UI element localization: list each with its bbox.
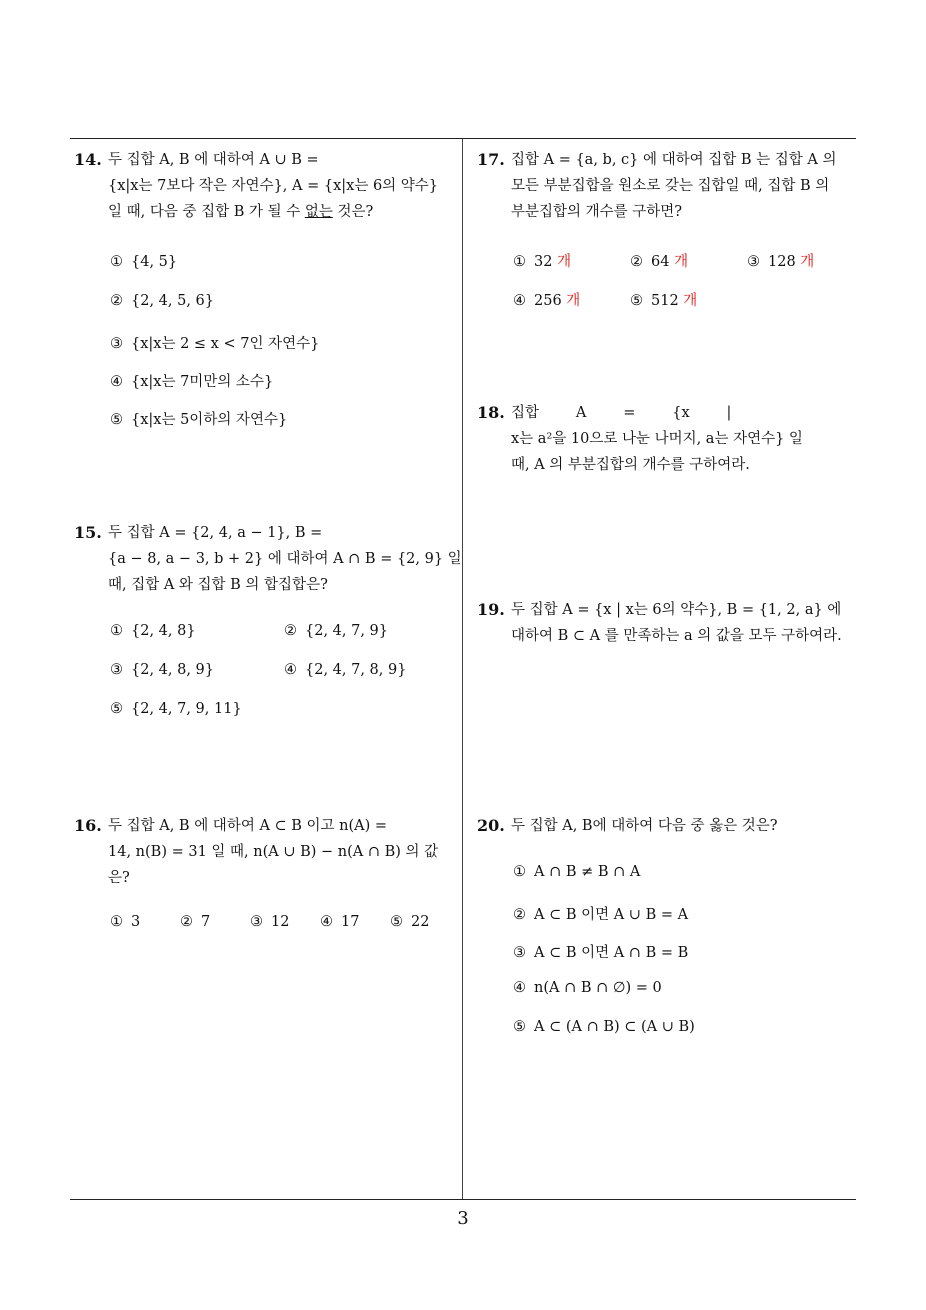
stem-line: 두 집합 A = {2, 4, a − 1}, B = bbox=[108, 525, 323, 541]
choice-1[interactable]: ① 32 개 bbox=[513, 254, 572, 270]
choice-2[interactable]: ② 64 개 bbox=[630, 254, 689, 270]
unit-label: 개 bbox=[674, 254, 689, 270]
question-stem bbox=[511, 813, 777, 839]
question-number: 16. bbox=[74, 816, 102, 835]
stem-line: 두 집합 A = {x | x는 6의 약수}, B = {1, 2, a} 에 bbox=[511, 602, 842, 618]
question-number: 19. bbox=[477, 600, 505, 619]
stem-line: 때, A 의 부분집합의 개수를 구하여라. bbox=[511, 457, 750, 473]
choice-2[interactable]: ② 7 bbox=[180, 914, 211, 930]
top-rule bbox=[70, 138, 856, 139]
page-number: 3 bbox=[457, 1208, 469, 1229]
choice-2[interactable]: ② {2, 4, 5, 6} bbox=[110, 293, 215, 309]
choice-5[interactable]: ⑤ {x|x는 5이하의 자연수} bbox=[110, 412, 288, 428]
question-number: 17. bbox=[477, 150, 505, 169]
underlined-word: 없는 bbox=[304, 204, 333, 220]
stem-line: {x|x는 7보다 작은 자연수}, A = {x|x는 6의 약수} bbox=[108, 178, 439, 194]
unit-label: 개 bbox=[557, 254, 572, 270]
unit-label: 개 bbox=[800, 254, 815, 270]
stem-line: x는 a²을 10으로 나눈 나머지, a는 자연수} 일 bbox=[511, 431, 803, 447]
stem-line: 부분집합의 개수를 구하면? bbox=[511, 204, 683, 220]
choice-5[interactable]: ⑤ {2, 4, 7, 9, 11} bbox=[110, 701, 242, 717]
choice-3[interactable]: ③ 12 bbox=[250, 914, 290, 930]
choice-5[interactable]: ⑤ 512 개 bbox=[630, 293, 698, 309]
stem-line: 14, n(B) = 31 일 때, n(A ∪ B) − n(A ∩ B) 의 값 bbox=[108, 844, 439, 860]
choice-3[interactable]: ③ {2, 4, 8, 9} bbox=[110, 662, 215, 678]
stem-line: 은? bbox=[108, 870, 130, 886]
stem-line: 두 집합 A, B 에 대하여 A ⊂ B 이고 n(A) = bbox=[108, 818, 388, 834]
column-divider bbox=[462, 139, 463, 1200]
choice-4[interactable]: ④ {2, 4, 7, 8, 9} bbox=[284, 662, 407, 678]
choice-5[interactable]: ⑤ A ⊂ (A ∩ B) ⊂ (A ∪ B) bbox=[513, 1019, 695, 1035]
choice-4[interactable]: ④ n(A ∩ B ∩ ∅) = 0 bbox=[513, 980, 662, 996]
question-stem bbox=[511, 147, 836, 225]
question-stem bbox=[108, 520, 462, 598]
choice-5[interactable]: ⑤ 22 bbox=[390, 914, 430, 930]
unit-label: 개 bbox=[566, 293, 581, 309]
question-number: 15. bbox=[74, 523, 102, 542]
choice-4[interactable]: ④ 17 bbox=[320, 914, 360, 930]
question-stem bbox=[108, 813, 438, 891]
stem-line: {a − 8, a − 3, b + 2} 에 대하여 A ∩ B = {2, 9} 일 bbox=[108, 551, 462, 567]
choice-3[interactable]: ③ {x|x는 2 ≤ x < 7인 자연수} bbox=[110, 336, 320, 352]
choice-1[interactable]: ① {4, 5} bbox=[110, 254, 178, 270]
choice-3[interactable]: ③ 128 개 bbox=[747, 254, 815, 270]
stem-line: 두 집합 A, B 에 대하여 A ∪ B = bbox=[108, 152, 319, 168]
choice-2[interactable]: ② A ⊂ B 이면 A ∪ B = A bbox=[513, 907, 689, 923]
question-stem bbox=[511, 400, 803, 478]
question-number: 14. bbox=[74, 150, 102, 169]
stem-line: 집합 A = {x | bbox=[511, 405, 732, 421]
question-number: 18. bbox=[477, 403, 505, 422]
choice-4[interactable]: ④ 256 개 bbox=[513, 293, 581, 309]
unit-label: 개 bbox=[683, 293, 698, 309]
stem-line: 일 때, 다음 중 집합 B 가 될 수 없는 것은? bbox=[108, 204, 374, 220]
choice-2[interactable]: ② {2, 4, 7, 9} bbox=[284, 623, 389, 639]
choice-1[interactable]: ① 3 bbox=[110, 914, 141, 930]
choice-1[interactable]: ① A ∩ B ≠ B ∩ A bbox=[513, 864, 641, 880]
question-stem bbox=[511, 597, 842, 649]
stem-line: 집합 A = {a, b, c} 에 대하여 집합 B 는 집합 A 의 bbox=[511, 152, 837, 168]
question-stem bbox=[108, 147, 438, 225]
choice-1[interactable]: ① {2, 4, 8} bbox=[110, 623, 196, 639]
stem-line: 때, 집합 A 와 집합 B 의 합집합은? bbox=[108, 577, 328, 593]
stem-line: 두 집합 A, B에 대하여 다음 중 옳은 것은? bbox=[511, 818, 778, 834]
bottom-rule bbox=[70, 1199, 856, 1200]
stem-line: 모든 부분집합을 원소로 갖는 집합일 때, 집합 B 의 bbox=[511, 178, 830, 194]
choice-3[interactable]: ③ A ⊂ B 이면 A ∩ B = B bbox=[513, 945, 689, 961]
question-number: 20. bbox=[477, 816, 505, 835]
stem-line: 대하여 B ⊂ A 를 만족하는 a 의 값을 모두 구하여라. bbox=[511, 628, 842, 644]
choice-4[interactable]: ④ {x|x는 7미만의 소수} bbox=[110, 374, 274, 390]
